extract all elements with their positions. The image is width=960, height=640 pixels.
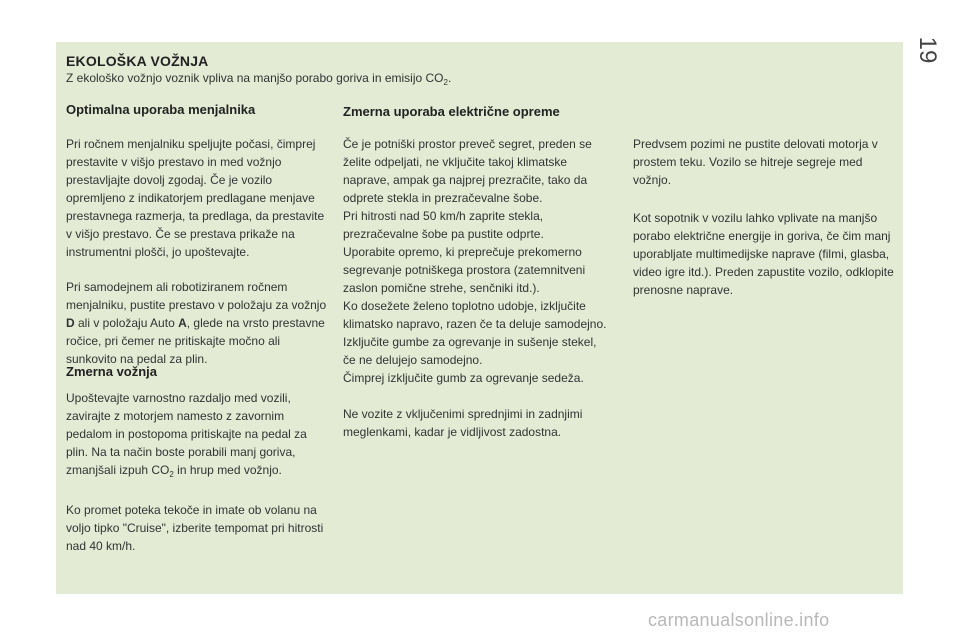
paragraph-safe-distance: Upoštevajte varnostno razdaljo med vozili, zavirajte z motorjem namesto z zavornim pedalom in postopoma pritiskajte na pedal za plin. Na ta način boste porabili manj goriva, zmanjšali izpuh $CO_2$ in hrup med vožnjo. — [66, 391, 307, 479]
paragraph-idle: Predvsem pozimi ne pustite delovati motorja v prostem teku. Vozilo se hitreje segreje med vožnjo. — [633, 137, 878, 187]
page-title: EKOLOŠKA VOŽNJA — [66, 53, 209, 69]
paragraph-climate-line: Pri hitrosti nad 50 km/h zaprite stekla, prezračevalne šobe pa pustite odprte. — [343, 209, 544, 241]
paragraph-climate-line: Čimprej izključite gumb za ogrevanje sedeža. — [343, 371, 584, 385]
paragraph-fog-lights: Ne vozite z vključenimi sprednjimi in zadnjimi meglenkami, kadar je vidljivost zadostna. — [343, 407, 583, 439]
paragraph-climate-line: Ko dosežete želeno toplotno udobje, izključite klimatsko napravo, razen če ta deluje samodejno. — [343, 299, 607, 331]
paragraph-climate-line: Izključite gumbe za ogrevanje in sušenje stekel, če ne delujejo samodejno. — [343, 335, 597, 367]
paragraph-cruise: Ko promet poteka tekoče in imate ob volanu na voljo tipko "Cruise", izberite tempomat pri hitrosti nad 40 km/h. — [66, 503, 324, 553]
paragraph-climate-line: Če je potniški prostor preveč segret, preden se želite odpeljati, ne vključite takoj klimatske naprave, ampak ga najprej prezračite, tako da odprete stekla in prezračevalne šobe. — [343, 137, 592, 205]
intro-text: Z ekološko vožnjo voznik vpliva na manjšo porabo goriva in emisijo $CO_2$. — [66, 71, 452, 87]
paragraph-climate — [343, 135, 611, 387]
paragraph-passenger: Kot sopotnik v vozilu lahko vplivate na manjšo porabo električne energije in goriva, če čim manj uporabljate multimedijske naprave (filmi, glasba, video igre itd.). Preden zapustite vozilo, odklopite prenosne naprave. — [633, 211, 894, 297]
heading-electrical-equipment: Zmerna uporaba električne opreme — [343, 104, 560, 119]
paragraph-manual-gearbox: Pri ročnem menjalniku speljujte počasi, čimprej prestavite v višjo prestavo in med vožnjo prestavljajte dovolj zgodaj. Če je vozilo opremljeno z indikatorjem predlagane menjave prestavnega razmerja, ta predlaga, da prestavite v višjo prestavo. Če se prestava prikaže na instrumentni plošči, jo upoštevajte. — [66, 137, 325, 259]
heading-gearbox: Optimalna uporaba menjalnika — [66, 102, 256, 117]
page-number: 19 — [914, 36, 941, 64]
paragraph-climate-line: Uporabite opremo, ki preprečuje prekomerno segrevanje potniškega prostora (zatemnitveni zaslon pomične strehe, senčniki itd.). — [343, 245, 586, 295]
watermark: carmanualsonline.info — [648, 610, 830, 630]
heading-moderate-driving: Zmerna vožnja — [66, 364, 158, 379]
paragraph-automatic-gearbox: Pri samodejnem ali robotiziranem ročnem menjalniku, pustite prestavo v položaju za vožnjo D ali v položaju Auto A, glede na vrsto prestavne ročice, pri čemer ne pritiskajte močno ali sunkovito na pedal za plin. — [66, 280, 327, 366]
